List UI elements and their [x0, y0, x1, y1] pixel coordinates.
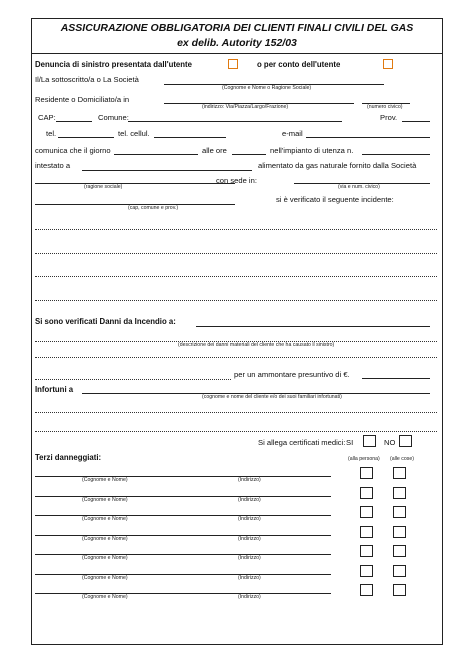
incidente-line[interactable]	[35, 229, 437, 230]
tel-cell-label: tel. cellul.	[118, 129, 150, 138]
prov-input[interactable]	[402, 121, 430, 122]
infortuni-line[interactable]	[35, 431, 437, 432]
terzo-input[interactable]	[35, 593, 331, 594]
hint-descrizione: (descrizione dei danni materiali del cliente che ha causato il sinistro)	[178, 342, 335, 348]
hint-terzo-indirizzo: (Indirizzo)	[238, 536, 261, 542]
hint-terzo-indirizzo: (Indirizzo)	[238, 477, 261, 483]
email-label: e-mail	[282, 129, 303, 138]
hint-civico: (numero civico)	[367, 104, 403, 110]
hint-terzo-nome: (Cognome e Nome)	[82, 516, 128, 522]
utente-checkbox[interactable]	[228, 59, 238, 69]
terzo-cose-checkbox[interactable]	[393, 487, 406, 499]
terzo-input[interactable]	[35, 515, 331, 516]
terzo-cose-checkbox[interactable]	[393, 545, 406, 557]
ragione-sociale-input[interactable]	[35, 183, 235, 184]
denuncia-conto-label: o per conto dell'utente	[257, 60, 341, 69]
terzo-cose-checkbox[interactable]	[393, 584, 406, 596]
ammontare-input[interactable]	[362, 378, 430, 379]
col-cose: (alle cose)	[390, 456, 414, 462]
terzi-label: Terzi danneggiati:	[35, 453, 102, 462]
cap-input[interactable]	[56, 121, 92, 122]
hint-terzo-nome: (Cognome e Nome)	[82, 497, 128, 503]
hint-terzo-nome: (Cognome e Nome)	[82, 575, 128, 581]
terzo-persona-checkbox[interactable]	[360, 506, 373, 518]
danni-line[interactable]	[35, 357, 437, 358]
infortuni-label: Infortuni a	[35, 385, 74, 394]
cap-label: CAP:	[38, 113, 56, 122]
giorno-input[interactable]	[114, 154, 198, 155]
ora-input[interactable]	[232, 154, 266, 155]
impianto-label: nell'impianto di utenza n.	[270, 146, 354, 155]
con-sede-label: con sede in:	[216, 176, 257, 185]
certificati-no-checkbox[interactable]	[399, 435, 412, 447]
residente-label: Residente o Domiciliato/a in	[35, 95, 130, 104]
hint-terzo-indirizzo: (Indirizzo)	[238, 575, 261, 581]
terzo-cose-checkbox[interactable]	[393, 565, 406, 577]
hint-terzo-nome: (Cognome e Nome)	[82, 536, 128, 542]
intestato-label: intestato a	[35, 161, 71, 170]
terzo-persona-checkbox[interactable]	[360, 526, 373, 538]
terzo-input[interactable]	[35, 574, 331, 575]
email-input[interactable]	[306, 137, 430, 138]
conto-utente-checkbox[interactable]	[383, 59, 393, 69]
hint-terzo-nome: (Cognome e Nome)	[82, 477, 128, 483]
hint-indirizzo: (indirizzo: Via/Piazza/Largo/Frazione)	[202, 104, 289, 110]
intestato-input[interactable]	[82, 170, 252, 171]
ammontare-line[interactable]	[35, 379, 231, 380]
form-title: ASSICURAZIONE OBBLIGATORIA DEI CLIENTI FINALI CIVILI DEL GAS	[60, 22, 414, 34]
incidente-line[interactable]	[35, 253, 437, 254]
comunica-label: comunica che il giorno	[35, 146, 111, 155]
si-label: SI	[346, 438, 354, 447]
hint-via: (via e num. civico)	[338, 184, 380, 190]
danni-input[interactable]	[196, 326, 430, 327]
hint-terzo-indirizzo: (Indirizzo)	[238, 497, 261, 503]
danni-label: Si sono verificati Danni da Incendio a:	[35, 317, 176, 326]
tel-label: tel.	[46, 129, 57, 138]
tel-input[interactable]	[58, 137, 114, 138]
form-header	[32, 19, 442, 54]
hint-cap-comune: (cap, comune e prov.)	[128, 205, 179, 211]
terzo-cose-checkbox[interactable]	[393, 506, 406, 518]
terzo-cose-checkbox[interactable]	[393, 467, 406, 479]
infortuni-line[interactable]	[35, 412, 437, 413]
hint-terzo-indirizzo: (Indirizzo)	[238, 594, 261, 600]
comune-input[interactable]	[128, 121, 342, 122]
hint-ragione: (ragione sociale)	[84, 184, 123, 190]
tel-cell-input[interactable]	[154, 137, 226, 138]
terzo-input[interactable]	[35, 554, 331, 555]
terzo-input[interactable]	[35, 496, 331, 497]
alimentato-label: alimentato da gas naturale fornito dalla Società	[258, 161, 417, 170]
terzo-persona-checkbox[interactable]	[360, 545, 373, 557]
terzo-cose-checkbox[interactable]	[393, 526, 406, 538]
terzo-persona-checkbox[interactable]	[360, 487, 373, 499]
hint-terzo-nome: (Cognome e Nome)	[82, 555, 128, 561]
verificato-label: si è verificato il seguente incidente:	[276, 195, 394, 204]
sottoscritto-label: Il/La sottoscritto/a o La Società	[35, 75, 139, 84]
certificati-label: Si allega certificati medici:	[258, 438, 346, 447]
denuncia-utente-label: Denuncia di sinistro presentata dall'utente	[35, 60, 192, 69]
terzo-persona-checkbox[interactable]	[360, 565, 373, 577]
alle-ore-label: alle ore	[202, 146, 227, 155]
ammontare-label: per un ammontare presuntivo di €.	[234, 370, 350, 379]
certificati-si-checkbox[interactable]	[363, 435, 376, 447]
hint-terzo-indirizzo: (Indirizzo)	[238, 516, 261, 522]
form-subtitle: ex delib. Autority 152/03	[177, 37, 297, 49]
impianto-input[interactable]	[362, 154, 430, 155]
terzo-input[interactable]	[35, 476, 331, 477]
no-label: NO	[384, 438, 396, 447]
terzo-input[interactable]	[35, 535, 331, 536]
terzo-persona-checkbox[interactable]	[360, 584, 373, 596]
hint-cognome: (Cognome e Nome o Ragione Sociale)	[222, 85, 312, 91]
hint-terzo-nome: (Cognome e Nome)	[82, 594, 128, 600]
hint-infortuni: (cognome e nome del cliente e/o dei suoi familiari infortunati)	[202, 394, 342, 400]
col-persona: (alla persona)	[348, 456, 380, 462]
hint-terzo-indirizzo: (Indirizzo)	[238, 555, 261, 561]
terzo-persona-checkbox[interactable]	[360, 467, 373, 479]
comune-label: Comune:	[98, 113, 129, 122]
incidente-line[interactable]	[35, 300, 437, 301]
claim-form	[31, 18, 443, 645]
prov-label: Prov.	[380, 113, 398, 122]
incidente-line[interactable]	[35, 276, 437, 277]
